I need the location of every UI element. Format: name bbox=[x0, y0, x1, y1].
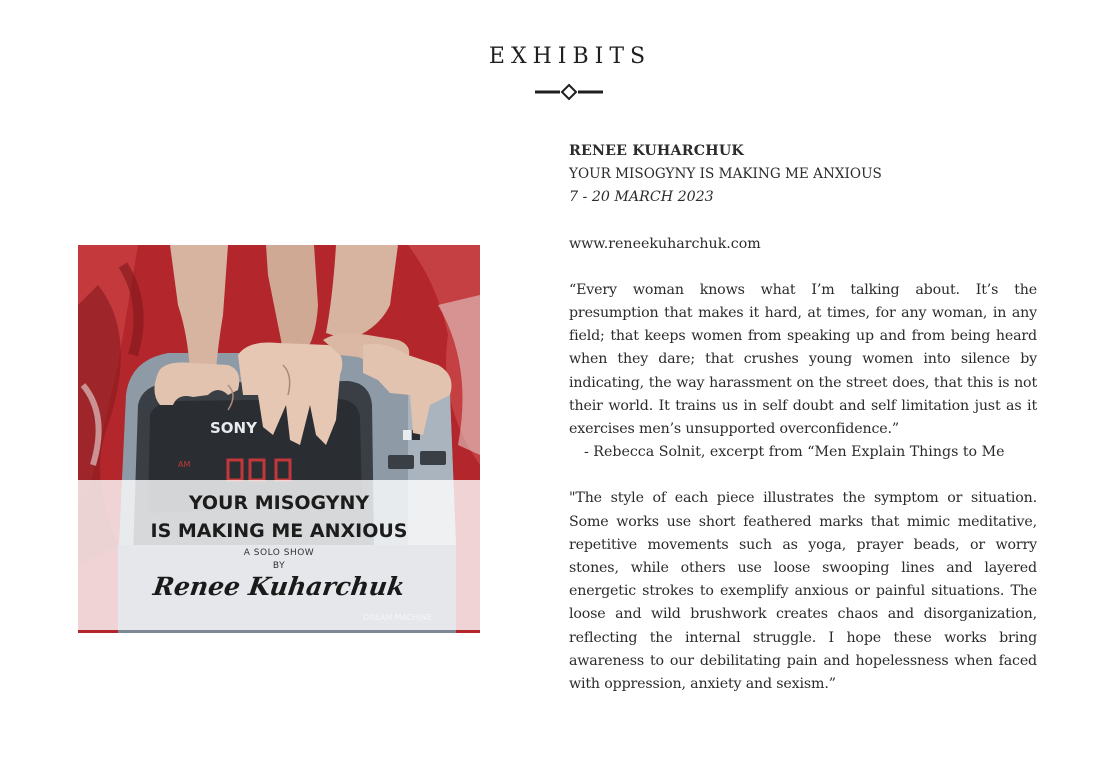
show-dates: 7 - 20 MARCH 2023 bbox=[569, 189, 714, 206]
solnit-quote: “Every woman knows what I’m talking about. It’s the presumption that makes it hard, at times, for any woman, in any field; that keeps women from speaking up and from being heard when they dare; that crushes young women into silence by indicating, the way harassment on the street does, that this is not their world. It trains us in self doubt and self limitation just as it exercises men’s unsupported overconfidence.” bbox=[569, 281, 1037, 438]
artist-website-link[interactable]: www.reneekuharchuk.com bbox=[569, 235, 761, 252]
artist-name: RENEE KUHARCHUK bbox=[569, 143, 744, 159]
spacer bbox=[569, 256, 1037, 279]
exhibit-details bbox=[569, 140, 1037, 696]
quote-attribution: - Rebecca Solnit, excerpt from “Men Explain Things to Me bbox=[584, 444, 1005, 461]
poster-signature: Renee Kuharchuk bbox=[151, 572, 407, 601]
poster-title-line2: IS MAKING ME ANXIOUS bbox=[150, 520, 408, 542]
artist-statement: "The style of each piece illustrates the symptom or situation. Some works use short feathered marks that mimic meditative, repetitive movements such as yoga, prayer beads, or worry stones, while others use loose swooping lines and layered energetic strokes to exemplify anxious or painful situations. The loose and wild brushwork creates chaos and disorganization, reflecting the internal struggle. I hope these works bring awareness to our debilitating pain and hopelessness when faced with oppression, anxiety and sexism.” bbox=[569, 490, 1037, 693]
spacer bbox=[569, 210, 1037, 233]
diamond-divider-icon bbox=[534, 82, 604, 102]
radio-brand-label: SONY bbox=[210, 419, 257, 437]
svg-text:AM: AM bbox=[178, 460, 191, 469]
poster-subtitle-line2: BY bbox=[272, 561, 286, 571]
exhibit-poster bbox=[78, 245, 480, 633]
page-title: EXHIBITS bbox=[488, 44, 652, 69]
show-title: YOUR MISOGYNY IS MAKING ME ANXIOUS bbox=[569, 166, 882, 183]
poster-subtitle-line1: A SOLO SHOW bbox=[243, 548, 315, 558]
spacer bbox=[569, 464, 1037, 487]
poster-title-line1: YOUR MISOGYNY bbox=[188, 492, 370, 514]
